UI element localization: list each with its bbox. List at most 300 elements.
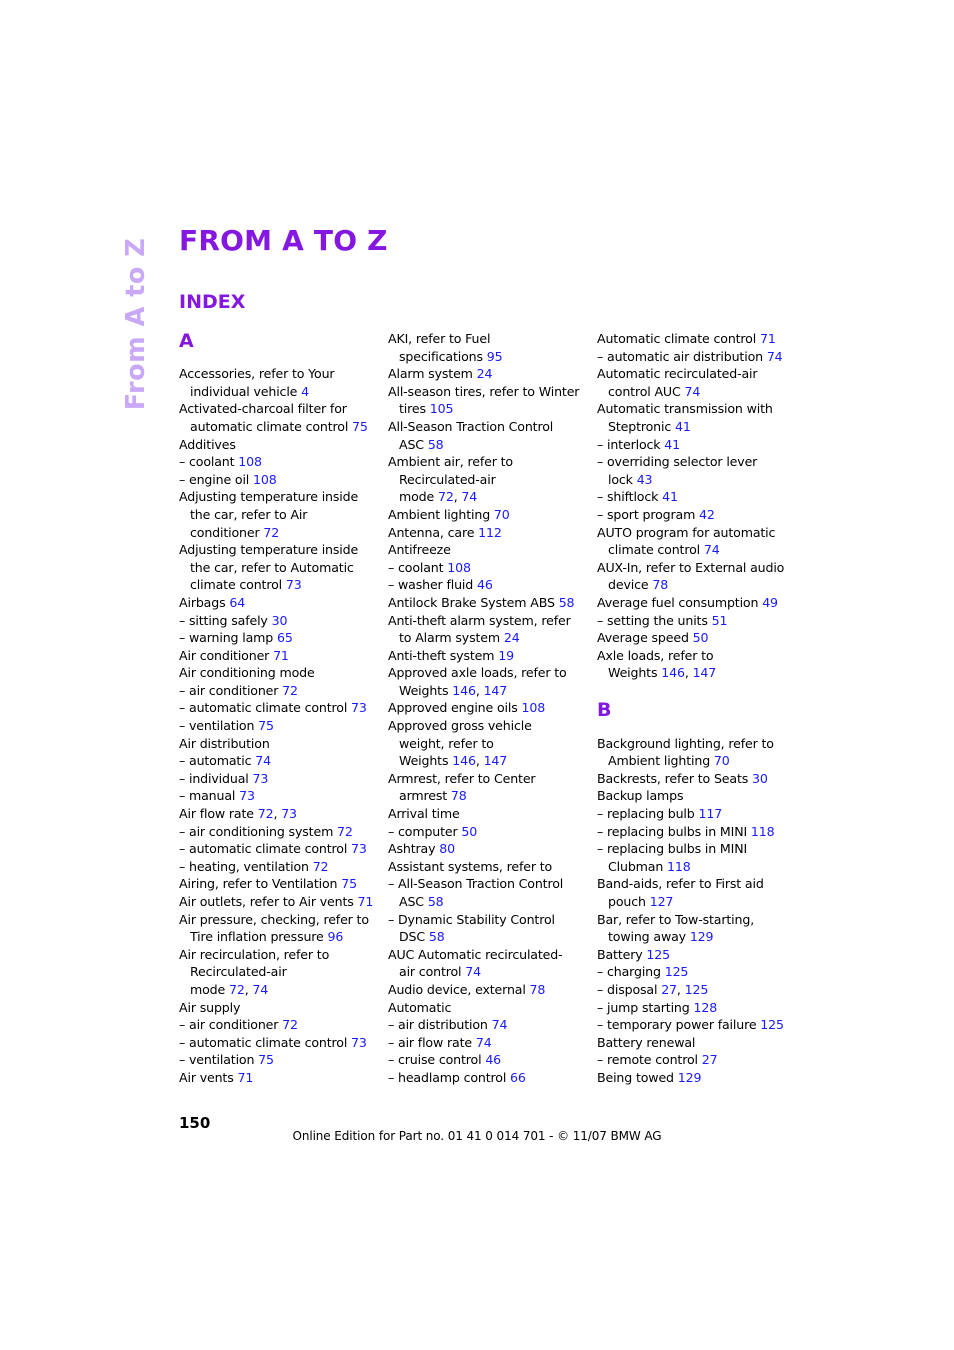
index-entry <box>179 594 379 612</box>
index-entry-text: – remote control <box>597 1052 702 1068</box>
page-link[interactable]: 128 <box>693 999 718 1015</box>
page-link[interactable]: 65 <box>276 630 293 646</box>
page-link[interactable]: 43 <box>636 471 653 487</box>
index-entry-line <box>597 576 797 594</box>
index-entry <box>179 946 379 999</box>
index-entry-line <box>388 453 588 471</box>
page-link[interactable]: 58 <box>558 594 575 610</box>
index-entry-line <box>179 823 379 841</box>
index-entry-line <box>388 612 588 630</box>
spacer <box>597 682 797 700</box>
index-entry-text: Being towed <box>597 1069 678 1085</box>
index-entry-text: Weights <box>399 753 453 769</box>
index-entry-text: towing away <box>608 929 690 945</box>
index-entry-text: ASC <box>399 436 428 452</box>
index-entry-line <box>179 999 379 1017</box>
page-link[interactable]: 73 <box>252 770 269 786</box>
page-link[interactable]: 27 <box>661 981 677 997</box>
index-entry-line <box>597 612 797 630</box>
index-entry-text: Backup lamps <box>597 788 684 804</box>
page-link[interactable]: 71 <box>357 894 374 909</box>
index-entry-text: Weights <box>399 682 453 698</box>
page-link[interactable]: 73 <box>281 806 297 822</box>
index-entry <box>597 1069 797 1087</box>
page-link[interactable]: 72 <box>263 524 280 540</box>
page-link[interactable]: 78 <box>450 788 467 804</box>
index-entry-line <box>179 576 379 594</box>
index-entry-line <box>179 805 379 823</box>
index-entry-text: – All-Season Traction Control <box>388 876 564 892</box>
index-entry-text: Weights <box>608 665 662 681</box>
index-entry <box>597 1016 797 1034</box>
index-entry-line <box>388 524 588 542</box>
index-entry <box>388 699 588 717</box>
index-entry-line <box>179 541 379 559</box>
index-entry <box>597 1051 797 1069</box>
index-entry-text: – automatic climate control <box>179 1034 352 1050</box>
index-entry <box>388 1051 588 1069</box>
page-link[interactable]: 125 <box>646 946 671 962</box>
index-entry-line <box>388 647 588 665</box>
page-link[interactable]: 125 <box>664 964 689 980</box>
index-entry-line <box>597 981 797 999</box>
index-entry-line <box>388 418 588 436</box>
index-entry-text: mode <box>190 981 229 997</box>
page-link[interactable]: 125 <box>684 981 709 997</box>
page-link[interactable]: 74 <box>766 348 783 364</box>
index-entry <box>388 453 588 506</box>
index-entry-text: – computer <box>388 823 462 839</box>
page-link[interactable]: 127 <box>649 894 674 909</box>
index-entry-text: to Alarm system <box>399 630 504 646</box>
page-link[interactable]: 147 <box>483 682 508 698</box>
page-link[interactable]: 30 <box>271 612 288 628</box>
index-entry-text: Air outlets, refer to Air vents <box>179 894 358 909</box>
index-entry-text: – ventilation <box>179 1052 259 1068</box>
page-link[interactable]: 46 <box>476 577 493 593</box>
index-column-1 <box>179 330 379 1087</box>
index-entry-text: – overriding selector lever <box>597 454 758 470</box>
page-link[interactable]: 71 <box>273 647 289 663</box>
index-entry-text: conditioner <box>190 524 264 540</box>
index-entry-line <box>179 612 379 630</box>
index-entry <box>597 612 797 630</box>
index-entry-text: – heating, ventilation <box>179 858 313 874</box>
index-entry-text: – coolant <box>179 454 239 470</box>
index-entry <box>597 348 797 366</box>
index-entry-text: – air conditioning system <box>179 823 338 839</box>
page-link[interactable]: 146 <box>661 665 685 681</box>
page-link[interactable]: 70 <box>493 506 510 522</box>
page-link[interactable]: 118 <box>667 858 691 874</box>
page-link[interactable]: 95 <box>486 348 503 364</box>
index-entry-text: Average speed <box>597 630 693 646</box>
section-title: INDEX <box>179 291 246 313</box>
index-entry-line <box>597 629 797 647</box>
index-entry <box>179 1051 379 1069</box>
index-entry-line <box>597 875 797 893</box>
index-entry <box>179 858 379 876</box>
page-link[interactable]: 72 <box>337 823 353 839</box>
page-link[interactable]: 27 <box>701 1052 718 1068</box>
index-entry <box>597 594 797 612</box>
index-entry-line <box>388 928 588 946</box>
index-entry-line <box>388 576 588 594</box>
page-link[interactable]: 74 <box>684 383 701 399</box>
index-entry-text: Bar, refer to Tow-starting, <box>597 911 755 927</box>
index-entry-text: – coolant <box>388 559 448 575</box>
index-entry <box>179 682 379 700</box>
index-entry-text: Ashtray <box>388 841 440 857</box>
page-link[interactable]: 75 <box>258 718 274 734</box>
index-entry <box>388 612 588 647</box>
index-entry-text: – individual <box>179 770 253 786</box>
index-entry-text: Automatic recirculated-air <box>597 366 758 382</box>
index-entry-text: Air vents <box>179 1069 238 1085</box>
index-entry-line <box>597 946 797 964</box>
page-link[interactable]: 75 <box>352 418 368 434</box>
index-entry <box>388 594 588 612</box>
index-entry-text: Air supply <box>179 999 241 1015</box>
page-link[interactable]: 73 <box>351 841 367 857</box>
index-entry <box>179 699 379 717</box>
index-entry-text: Automatic transmission with <box>597 401 773 417</box>
page-link[interactable]: 147 <box>483 753 508 769</box>
index-entry-text: air control <box>399 964 466 980</box>
index-entry-text: – sport program <box>597 506 700 522</box>
index-entry-line <box>388 1069 588 1087</box>
page-link[interactable]: 51 <box>711 612 728 628</box>
index-entry <box>597 559 797 594</box>
index-entry-text: Ambient air, refer to <box>388 454 513 470</box>
index-entry-line <box>388 1034 588 1052</box>
index-entry <box>179 840 379 858</box>
index-entry-text: Audio device, external <box>388 981 530 997</box>
page-link[interactable]: 46 <box>485 1052 502 1068</box>
index-entry-text: Arrival time <box>388 806 460 822</box>
page-link[interactable]: 19 <box>498 647 514 663</box>
page-link[interactable]: 112 <box>478 524 502 540</box>
index-entry <box>388 1034 588 1052</box>
index-entry-line <box>388 682 588 700</box>
page-link[interactable]: 117 <box>698 806 723 822</box>
index-entry-line <box>179 875 379 893</box>
index-entry-text: Activated-charcoal filter for <box>179 401 347 417</box>
index-entry-line <box>388 999 588 1017</box>
index-entry-text: – ventilation <box>179 718 259 734</box>
page-link[interactable]: 73 <box>351 1034 367 1050</box>
index-entry <box>179 541 379 594</box>
index-letter-heading: A <box>179 330 194 352</box>
index-entry-line <box>179 840 379 858</box>
page-link[interactable]: 72 <box>257 806 274 822</box>
index-entry-text: tires <box>399 401 430 417</box>
index-entry-line <box>597 1069 797 1087</box>
index-entry-line <box>597 471 797 489</box>
index-entry <box>388 1016 588 1034</box>
index-entry-text: Recirculated-air <box>399 471 496 487</box>
page-link[interactable]: 75 <box>341 876 357 892</box>
index-entry-text: automatic climate control <box>190 418 353 434</box>
index-entry <box>597 488 797 506</box>
page-ref-separator: , <box>244 981 253 997</box>
page-link[interactable]: 80 <box>439 841 455 857</box>
index-entry-text: Approved engine oils <box>388 700 522 716</box>
page-link[interactable]: 72 <box>228 981 245 997</box>
index-entry-text: – charging <box>597 964 665 980</box>
index-entry-text: pouch <box>608 894 650 909</box>
page-link[interactable]: 41 <box>662 489 678 505</box>
index-entry-text: – sitting safely <box>179 612 272 628</box>
page-link[interactable]: 118 <box>750 823 775 839</box>
index-entry <box>597 840 797 875</box>
index-entry-line <box>179 770 379 788</box>
page-link[interactable]: 74 <box>461 489 478 505</box>
index-entry <box>388 946 588 981</box>
page-link[interactable]: 125 <box>760 1017 784 1033</box>
index-entry-line <box>597 911 797 929</box>
page-link[interactable]: 105 <box>429 401 454 417</box>
index-entry <box>597 770 797 788</box>
page-link[interactable]: 74 <box>255 753 271 769</box>
index-entry-line <box>179 1016 379 1034</box>
index-entry-text: All-Season Traction Control <box>388 418 554 434</box>
page-link[interactable]: 72 <box>437 489 454 505</box>
page-link[interactable]: 71 <box>759 331 776 346</box>
page-link[interactable]: 41 <box>664 436 681 452</box>
index-entry <box>179 365 379 400</box>
index-entry <box>388 858 588 876</box>
index-entry-line <box>388 823 588 841</box>
index-entry <box>388 1069 588 1087</box>
index-entry-line <box>597 893 797 911</box>
index-entry-line <box>597 436 797 454</box>
index-entry-text: Band-aids, refer to First aid <box>597 876 764 892</box>
index-entry <box>179 1034 379 1052</box>
page-link[interactable]: 72 <box>312 858 329 874</box>
page-link[interactable]: 4 <box>301 383 310 399</box>
index-entry-line <box>179 365 379 383</box>
index-entry-text: Air conditioner <box>179 647 274 663</box>
page-link[interactable]: 108 <box>447 559 471 575</box>
index-entry-line <box>179 946 379 964</box>
page-link[interactable]: 73 <box>239 788 255 804</box>
page-link[interactable]: 75 <box>258 1052 274 1068</box>
index-entry <box>597 400 797 435</box>
page-link[interactable]: 96 <box>327 929 344 945</box>
index-entry-text: Air flow rate <box>179 806 258 822</box>
index-entry <box>597 453 797 488</box>
index-entry-text: – jump starting <box>597 999 694 1015</box>
page-link[interactable]: 64 <box>229 594 246 610</box>
page-link[interactable]: 30 <box>752 770 768 786</box>
index-entry-text: Alarm system <box>388 366 477 382</box>
page-link[interactable]: 70 <box>713 753 730 769</box>
page-link[interactable]: 72 <box>282 1017 298 1033</box>
index-entry-line <box>388 664 588 682</box>
index-entry-text: Adjusting temperature inside <box>179 489 359 505</box>
page-link[interactable]: 73 <box>351 700 367 716</box>
index-entry <box>179 629 379 647</box>
index-entry-line <box>179 436 379 454</box>
index-entry <box>179 400 379 435</box>
page-link[interactable]: 42 <box>699 506 715 522</box>
index-entry-text: AUX-In, refer to External audio <box>597 559 785 575</box>
index-column-3 <box>597 330 797 1087</box>
index-entry-line <box>179 752 379 770</box>
index-entry-line <box>179 981 379 999</box>
index-entry-line <box>179 506 379 524</box>
index-entry <box>597 981 797 999</box>
page-link[interactable]: 73 <box>285 577 302 593</box>
index-entry <box>597 963 797 981</box>
index-entry-text: Anti-theft alarm system, refer <box>388 612 571 628</box>
page-link[interactable]: 58 <box>427 894 444 909</box>
index-entry <box>179 612 379 630</box>
page-link[interactable]: 24 <box>476 366 493 382</box>
index-entry <box>388 365 588 383</box>
index-entry-line <box>179 559 379 577</box>
index-entry-text: – cruise control <box>388 1052 486 1068</box>
page-link[interactable]: 108 <box>253 471 277 487</box>
page-link[interactable]: 108 <box>238 454 262 470</box>
index-entry <box>597 999 797 1017</box>
index-entry <box>388 647 588 665</box>
index-entry-text: – automatic air distribution <box>597 348 767 364</box>
page-link[interactable]: 41 <box>674 418 691 434</box>
index-entry <box>388 506 588 524</box>
index-entry <box>597 524 797 559</box>
index-entry <box>388 418 588 453</box>
index-entry-line <box>179 471 379 489</box>
page-link[interactable]: 147 <box>692 665 717 681</box>
index-entry-text: the car, refer to Automatic <box>190 559 354 575</box>
page-link[interactable]: 49 <box>762 594 778 610</box>
page-link[interactable]: 108 <box>521 700 546 716</box>
index-entry-line <box>597 840 797 858</box>
index-entry-text: – setting the units <box>597 612 712 628</box>
page-link[interactable]: 24 <box>503 630 520 646</box>
index-entry-text: – replacing bulbs in MINI <box>597 823 751 839</box>
page-link[interactable]: 129 <box>677 1069 702 1085</box>
index-entry <box>597 787 797 805</box>
index-entry-text: Ambient lighting <box>608 753 714 769</box>
index-entry-line <box>388 365 588 383</box>
index-entry-text: – automatic <box>179 753 256 769</box>
index-entry-line <box>388 963 588 981</box>
index-entry <box>388 524 588 542</box>
index-entry-text: Approved axle loads, refer to <box>388 665 567 681</box>
index-entry <box>597 506 797 524</box>
index-entry <box>597 805 797 823</box>
index-entry-text: Antilock Brake System ABS <box>388 594 559 610</box>
page-link[interactable]: 146 <box>452 682 476 698</box>
index-entry-line <box>597 858 797 876</box>
index-entry-text: – air flow rate <box>388 1034 476 1050</box>
index-entry <box>388 576 588 594</box>
page-link[interactable]: 71 <box>237 1069 254 1085</box>
index-entry-line <box>388 559 588 577</box>
index-entry-line <box>179 787 379 805</box>
index-entry-line <box>388 911 588 929</box>
index-entry <box>179 999 379 1017</box>
index-entry-text: – air conditioner <box>179 682 283 698</box>
index-entry <box>597 735 797 770</box>
page-link[interactable]: 74 <box>475 1034 492 1050</box>
index-entry-line <box>597 1051 797 1069</box>
index-entry <box>597 946 797 964</box>
index-entry <box>597 1034 797 1052</box>
page-link[interactable]: 129 <box>689 929 714 945</box>
page-ref-separator: , <box>475 753 484 769</box>
page-link[interactable]: 58 <box>428 929 445 945</box>
index-entry-text: individual vehicle <box>190 383 302 399</box>
index-entry <box>597 436 797 454</box>
page-link[interactable]: 50 <box>461 823 478 839</box>
index-entry-text: – replacing bulbs in MINI <box>597 841 748 857</box>
page-link[interactable]: 78 <box>529 981 546 997</box>
index-entry-text: AKI, refer to Fuel <box>388 331 491 346</box>
page-footer: Online Edition for Part no. 01 41 0 014 701 - © 11/07 BMW AG <box>292 1129 662 1143</box>
index-entry-text: Clubman <box>608 858 668 874</box>
index-entry <box>179 471 379 489</box>
page-link[interactable]: 146 <box>452 753 476 769</box>
page-link[interactable]: 74 <box>465 964 481 980</box>
index-entry-line <box>597 383 797 401</box>
index-entry-line <box>597 664 797 682</box>
index-column-2 <box>388 330 588 1087</box>
index-entry-line <box>597 823 797 841</box>
index-entry <box>388 823 588 841</box>
index-entry-line <box>597 647 797 665</box>
index-entry-line <box>179 418 379 436</box>
index-entry-line <box>388 981 588 999</box>
index-entry-text: weight, refer to <box>399 735 494 751</box>
index-entry-line <box>597 330 797 348</box>
index-entry <box>388 559 588 577</box>
index-entry <box>179 911 379 946</box>
index-entry <box>179 1069 379 1087</box>
index-entry-line <box>179 594 379 612</box>
page-link[interactable]: 72 <box>282 682 298 698</box>
page-link[interactable]: 58 <box>427 436 444 452</box>
index-entry-line <box>597 928 797 946</box>
index-entry-line <box>179 717 379 735</box>
index-entry-line <box>597 770 797 788</box>
page-link[interactable]: 74 <box>703 542 720 558</box>
index-entry <box>179 752 379 770</box>
index-entry-text: Ambient lighting <box>388 506 494 522</box>
index-entry-text: – automatic climate control <box>179 841 352 857</box>
index-entry-text: Battery <box>597 946 647 962</box>
index-entry-line <box>597 805 797 823</box>
page-link[interactable]: 50 <box>692 630 709 646</box>
index-entry-line <box>388 400 588 418</box>
index-entry-line <box>388 717 588 735</box>
page-link[interactable]: 74 <box>491 1017 508 1033</box>
index-entry-line <box>388 541 588 559</box>
index-entry <box>179 717 379 735</box>
page-link[interactable]: 66 <box>510 1069 526 1085</box>
index-entry-text: – temporary power failure <box>597 1017 761 1033</box>
index-entry-line <box>597 1016 797 1034</box>
index-entry-line <box>388 805 588 823</box>
index-entry <box>597 330 797 348</box>
page-link[interactable]: 78 <box>652 577 669 593</box>
index-entry-text: All-season tires, refer to Winter <box>388 383 580 399</box>
page-link[interactable]: 74 <box>252 981 269 997</box>
index-entry-line <box>388 875 588 893</box>
